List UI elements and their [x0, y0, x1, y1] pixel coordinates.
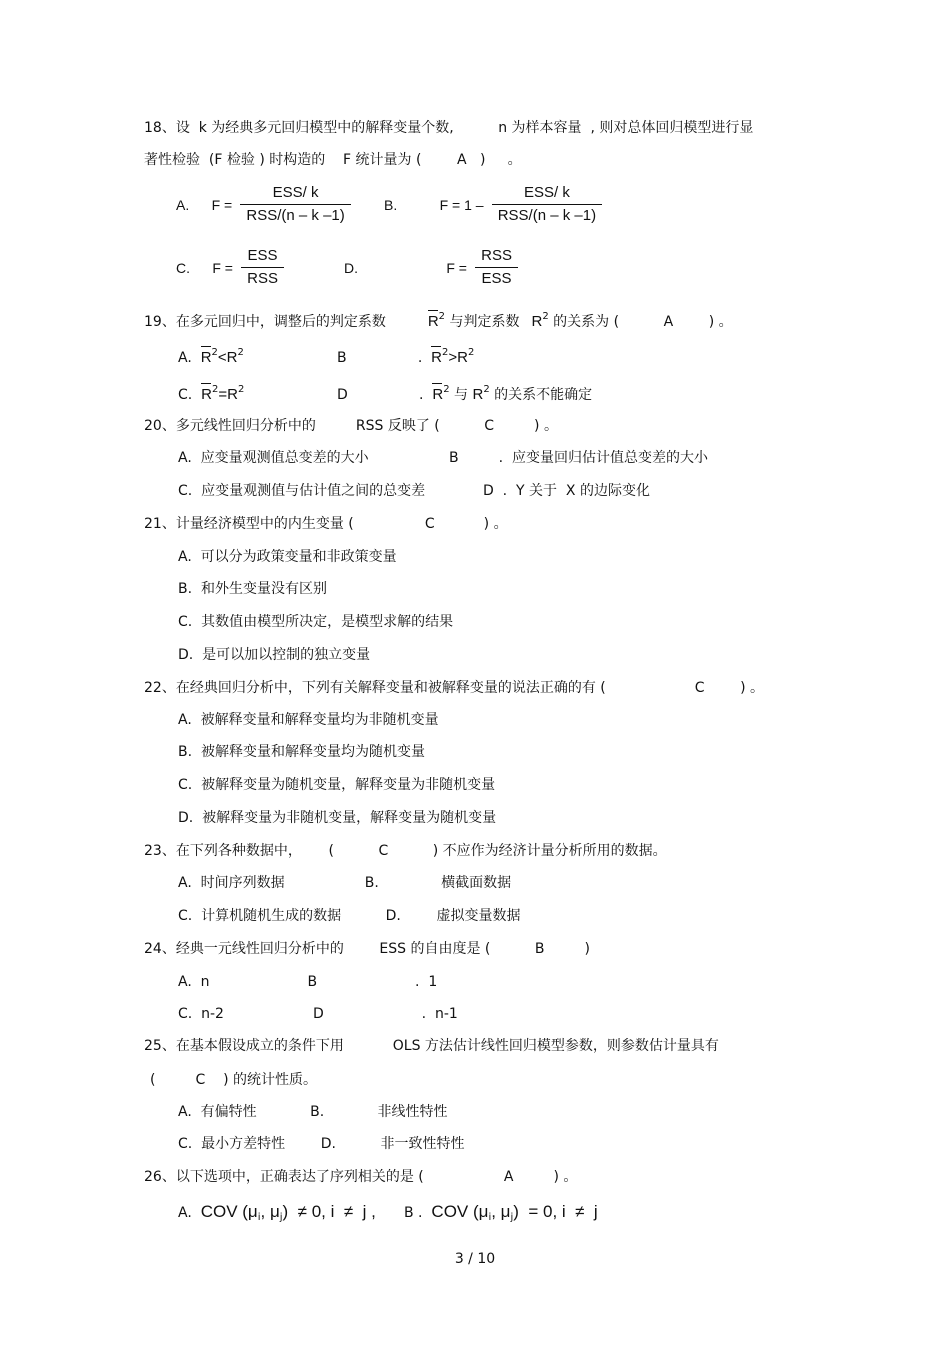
q19-option-d-dot: .	[418, 387, 424, 403]
q18-option-a-label: A.	[176, 196, 190, 213]
q19-option-c-adjusted-r-sup: 2	[211, 384, 219, 395]
page-number: 3 / 10	[454, 1251, 496, 1267]
q18-option-d-denominator: ESS	[481, 270, 512, 287]
q19-option-a-adjusted-r-sup: 2	[211, 347, 218, 358]
q19-option-d-r-sup: 2	[483, 384, 490, 395]
q26-option-a-label: A.	[178, 1205, 192, 1221]
q21-option-c: C. 其数值由模型所决定，是模型求解的结果	[178, 614, 454, 630]
q22-option-a: A. 被解释变量和解释变量均为非随机变量	[178, 712, 439, 728]
q26-option-a	[178, 1202, 376, 1223]
q18-option-c-lhs: F =	[212, 259, 233, 276]
q21-option-d: D. 是可以加以控制的独立变量	[178, 647, 371, 663]
q26-option-a-sub-j: j	[279, 1212, 283, 1223]
q25-stem-line2: ( C ) 的统计性质。	[150, 1072, 318, 1088]
q19-stem	[144, 312, 733, 332]
q18-option-c-numerator: ESS	[241, 247, 284, 268]
q18-option-d-numerator: RSS	[475, 247, 518, 268]
q25-options-cd: C. 最小方差特性 D. 非一致性特性	[178, 1136, 465, 1152]
q18-option-b	[384, 184, 606, 225]
q24-stem: 24、经典一元线性回归分析中的 ESS 的自由度是 ( B )	[144, 941, 591, 957]
q19-stem-post: 的关系为 ( A ) 。	[553, 314, 733, 330]
q20-option-c: C. 应变量观测值与估计值之间的总变差	[178, 483, 426, 499]
q18-option-c-fraction	[241, 247, 284, 288]
q25-stem-line1: 25、在基本假设成立的条件下用 OLS 方法估计线性回归模型参数，则参数估计量具有	[144, 1038, 719, 1054]
q22-option-b: B. 被解释变量和解释变量均为随机变量	[178, 744, 425, 760]
q18-stem-line2: 著性检验 (F 检验 ) 时构造的 F 统计量为 ( A ) 。	[144, 152, 522, 168]
q26-option-a-mid: , μ	[260, 1202, 280, 1221]
q19-option-a-relation: <	[217, 349, 227, 366]
q25-options-ab: A. 有偏特性 B. 非线性特性	[178, 1104, 448, 1120]
q18-stem-line1: 18、设 k 为经典多元回归模型中的解释变量个数, n 为样本容量 , 则对总体回归模型进行显	[144, 120, 754, 136]
q19-option-c-relation: =	[218, 386, 228, 403]
q18-option-d-fraction	[475, 247, 518, 288]
q19-option-d-r: R	[472, 386, 484, 403]
q18-option-d-label: D.	[344, 259, 358, 276]
q19-r: R	[531, 313, 543, 330]
q19-option-b	[337, 348, 474, 368]
q19-stem-pre: 19、在多元回归中，调整后的判定系数	[144, 314, 386, 330]
q19-option-b-adjusted-r-sup: 2	[442, 347, 449, 358]
q21-option-b: B. 和外生变量没有区别	[178, 581, 327, 597]
q20-option-b: B . 应变量回归估计值总变差的大小	[449, 450, 709, 466]
q19-option-c-r-sup: 2	[237, 384, 245, 395]
q19-stem-mid: 与判定系数	[449, 314, 520, 330]
q19-option-a-r-sup: 2	[237, 347, 244, 358]
q24-options-cd: C. n-2 D . n-1	[178, 1006, 458, 1022]
q19-option-d-adjusted-r-sup: 2	[443, 384, 450, 395]
q18-option-b-lhs: F = 1 –	[439, 196, 484, 213]
q26-option-a-sub-i: i	[257, 1212, 261, 1223]
q21-stem: 21、计量经济模型中的内生变量 ( C ) 。	[144, 516, 508, 532]
q20-stem: 20、多元线性回归分析中的 RSS 反映了 ( C ) 。	[144, 418, 558, 434]
q21-option-a: A. 可以分为政策变量和非政策变量	[178, 549, 397, 565]
q26-option-b-expr: COV (μ	[431, 1202, 489, 1221]
q19-option-c-label: C.	[178, 387, 193, 403]
q18-option-a-fraction	[240, 184, 350, 225]
q18-option-a-denominator: RSS/(n – k –1)	[246, 207, 345, 224]
q20-option-d: D . Y 关于 X 的边际变化	[483, 483, 650, 499]
q19-option-b-r: R	[457, 349, 468, 366]
q19-option-c-adjusted-r: R	[201, 386, 212, 403]
q18-option-a	[176, 184, 355, 225]
q18-option-c	[176, 247, 288, 288]
q19-option-a-label: A.	[178, 350, 192, 366]
q19-option-d-text: 与	[454, 387, 469, 403]
q23-options-cd: C. 计算机随机生成的数据 D. 虚拟变量数据	[178, 908, 521, 924]
q19-option-d-adjusted-r: R	[432, 386, 444, 403]
q20-option-a: A. 应变量观测值总变差的大小	[178, 450, 369, 466]
q19-option-a-r: R	[226, 349, 238, 366]
q19-option-b-dot: .	[417, 350, 423, 366]
q18-option-a-numerator: ESS/ k	[240, 184, 350, 205]
q19-option-d-tail: 的关系不能确定	[494, 387, 593, 403]
q26-stem: 26、以下选项中，正确表达了序列相关的是 ( A ) 。	[144, 1169, 578, 1185]
q22-stem: 22、在经典回归分析中，下列有关解释变量和被解释变量的说法正确的有 ( C ) 。	[144, 680, 765, 696]
q26-option-b-tail: ) = 0, i ≠ j	[513, 1202, 598, 1221]
q18-option-b-numerator: ESS/ k	[492, 184, 602, 205]
q19-option-b-r-sup: 2	[468, 347, 475, 358]
q19-option-d-label: D	[337, 387, 348, 403]
q19-option-b-relation: >	[448, 349, 458, 366]
q19-r-sup: 2	[542, 311, 549, 322]
q19-option-c	[178, 385, 244, 405]
q18-option-a-lhs: F =	[211, 196, 233, 213]
q26-option-a-expr: COV (μ	[200, 1202, 258, 1221]
q19-option-d	[337, 385, 592, 405]
q26-option-b-label: B .	[404, 1205, 423, 1221]
q19-option-a-adjusted-r: R	[200, 349, 212, 366]
q26-option-b-sub-j: j	[510, 1212, 514, 1223]
q18-option-b-label: B.	[384, 196, 398, 213]
q24-options-ab: A. n B . 1	[178, 974, 438, 990]
q19-option-a	[178, 348, 244, 368]
q26-option-b-sub-i: i	[488, 1212, 492, 1223]
q18-option-b-fraction	[492, 184, 602, 225]
q19-adjusted-r-sup: 2	[438, 311, 446, 322]
q18-option-b-denominator: RSS/(n – k –1)	[497, 207, 597, 224]
q19-option-b-label: B	[337, 350, 347, 366]
q26-option-b	[404, 1202, 598, 1223]
q18-option-c-label: C.	[176, 259, 190, 276]
q18-option-d-lhs: F =	[446, 259, 467, 276]
q23-options-ab: A. 时间序列数据 B. 横截面数据	[178, 875, 512, 891]
q22-option-c: C. 被解释变量为随机变量，解释变量为非随机变量	[178, 777, 496, 793]
q26-option-b-mid: , μ	[491, 1202, 511, 1221]
q26-option-a-tail: ) ≠ 0, i ≠ j ,	[282, 1202, 376, 1221]
q23-stem: 23、在下列各种数据中， ( C ) 不应作为经济计量分析所用的数据。	[144, 843, 667, 859]
q19-option-b-adjusted-r: R	[431, 349, 443, 366]
q22-option-d: D. 被解释变量为非随机变量，解释变量为随机变量	[178, 810, 497, 826]
q18-option-c-denominator: RSS	[247, 270, 278, 287]
q18-option-d	[344, 247, 522, 288]
q19-adjusted-r: R	[427, 313, 439, 330]
q19-option-c-r: R	[227, 386, 238, 403]
